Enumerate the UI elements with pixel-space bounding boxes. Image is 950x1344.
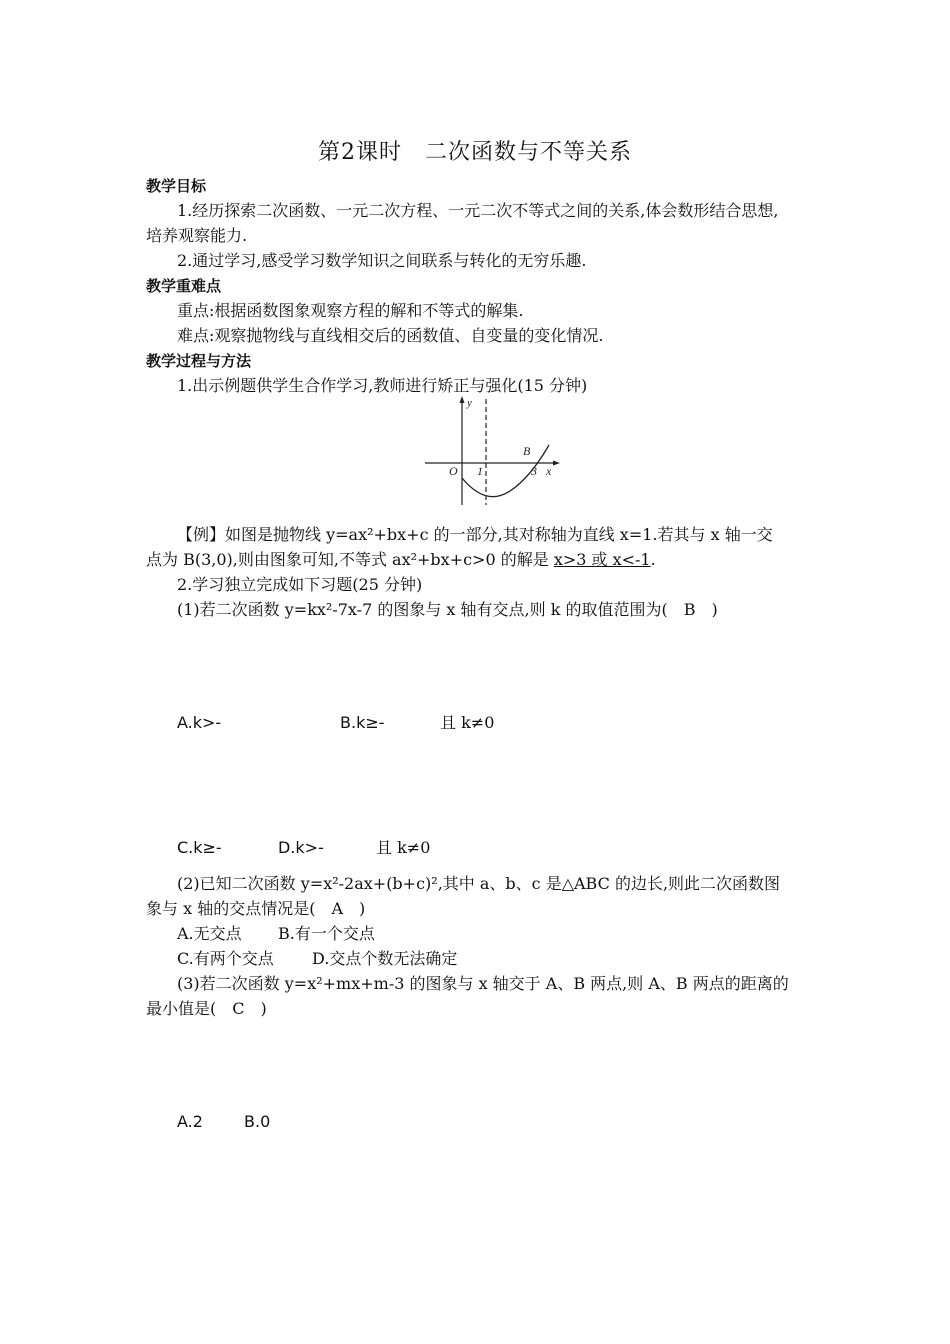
q3-option-a: A.2: [177, 1112, 203, 1131]
q2-option-b: B.有一个交点: [278, 924, 375, 943]
x-axis-arrow: [553, 461, 560, 466]
example-line2: [146, 550, 656, 570]
label-b: B: [523, 444, 531, 458]
q2-option-d: D.交点个数无法确定: [312, 949, 458, 968]
q3-stem-line2: 最小值是( C ): [146, 999, 267, 1018]
example-line2-suffix: .: [650, 550, 656, 569]
q2-option-c: C.有两个交点: [177, 949, 274, 968]
q3-stem-line1: (3)若二次函数 y=x²+mx+m-3 的图象与 x 轴交于 A、B 两点,则 A、B 两点的距离的: [177, 974, 789, 993]
label-3: 3: [531, 464, 537, 478]
key-focus: 重点:根据函数图象观察方程的解和不等式的解集.: [177, 301, 524, 320]
objectives-heading: 教学目标: [146, 177, 207, 195]
y-axis-arrow: [460, 396, 465, 403]
q1-option-d-tail: 且 k≠0: [376, 838, 431, 857]
label-x: x: [546, 464, 552, 478]
key-difficulty: 难点:观察抛物线与直线相交后的函数值、自变量的变化情况.: [177, 326, 604, 345]
q2-stem-line2: 象与 x 轴的交点情况是( A ): [146, 899, 366, 918]
step2-heading: 2.学习独立完成如下习题(25 分钟): [177, 575, 423, 594]
example-answer: x>3 或 x<-1: [553, 550, 651, 569]
objective-1-line1: 1.经历探索二次函数、一元二次方程、一元二次不等式之间的关系,体会数形结合思想,: [177, 201, 779, 220]
q1-option-b: B.k≥-: [340, 713, 385, 732]
q1-option-b-tail: 且 k≠0: [440, 713, 495, 732]
parabola-figure: [420, 395, 565, 510]
label-1: 1: [477, 464, 483, 478]
page-title: 第2课时 二次函数与不等关系: [318, 140, 632, 165]
process-step1: 1.出示例题供学生合作学习,教师进行矫正与强化(15 分钟): [177, 376, 588, 395]
key-points-heading: 教学重难点: [146, 277, 222, 295]
process-heading: 教学过程与方法: [146, 352, 252, 370]
q1-option-a: A.k>-: [177, 713, 222, 732]
q2-stem-line1: (2)已知二次函数 y=x²-2ax+(b+c)²,其中 a、b、c 是△ABC 的边长,则此二次函数图: [177, 874, 781, 893]
q1-option-c: C.k≥-: [177, 838, 222, 857]
q3-option-b: B.0: [244, 1112, 271, 1131]
label-y: y: [467, 397, 472, 409]
q1-stem: (1)若二次函数 y=kx²-7x-7 的图象与 x 轴有交点,则 k 的取值范围为( B ): [177, 600, 718, 619]
objective-1-line2: 培养观察能力.: [146, 226, 248, 245]
objective-2: 2.通过学习,感受学习数学知识之间联系与转化的无穷乐趣.: [177, 251, 587, 270]
example-line1: 【例】如图是抛物线 y=ax²+bx+c 的一部分,其对称轴为直线 x=1.若其与 x 轴一交: [177, 525, 773, 544]
q2-option-a: A.无交点: [177, 924, 242, 943]
label-o: O: [449, 464, 458, 478]
q1-option-d: D.k>-: [278, 838, 324, 857]
example-line2-prefix: 点为 B(3,0),则由图象可知,不等式 ax²+bx+c>0 的解是: [146, 550, 554, 569]
